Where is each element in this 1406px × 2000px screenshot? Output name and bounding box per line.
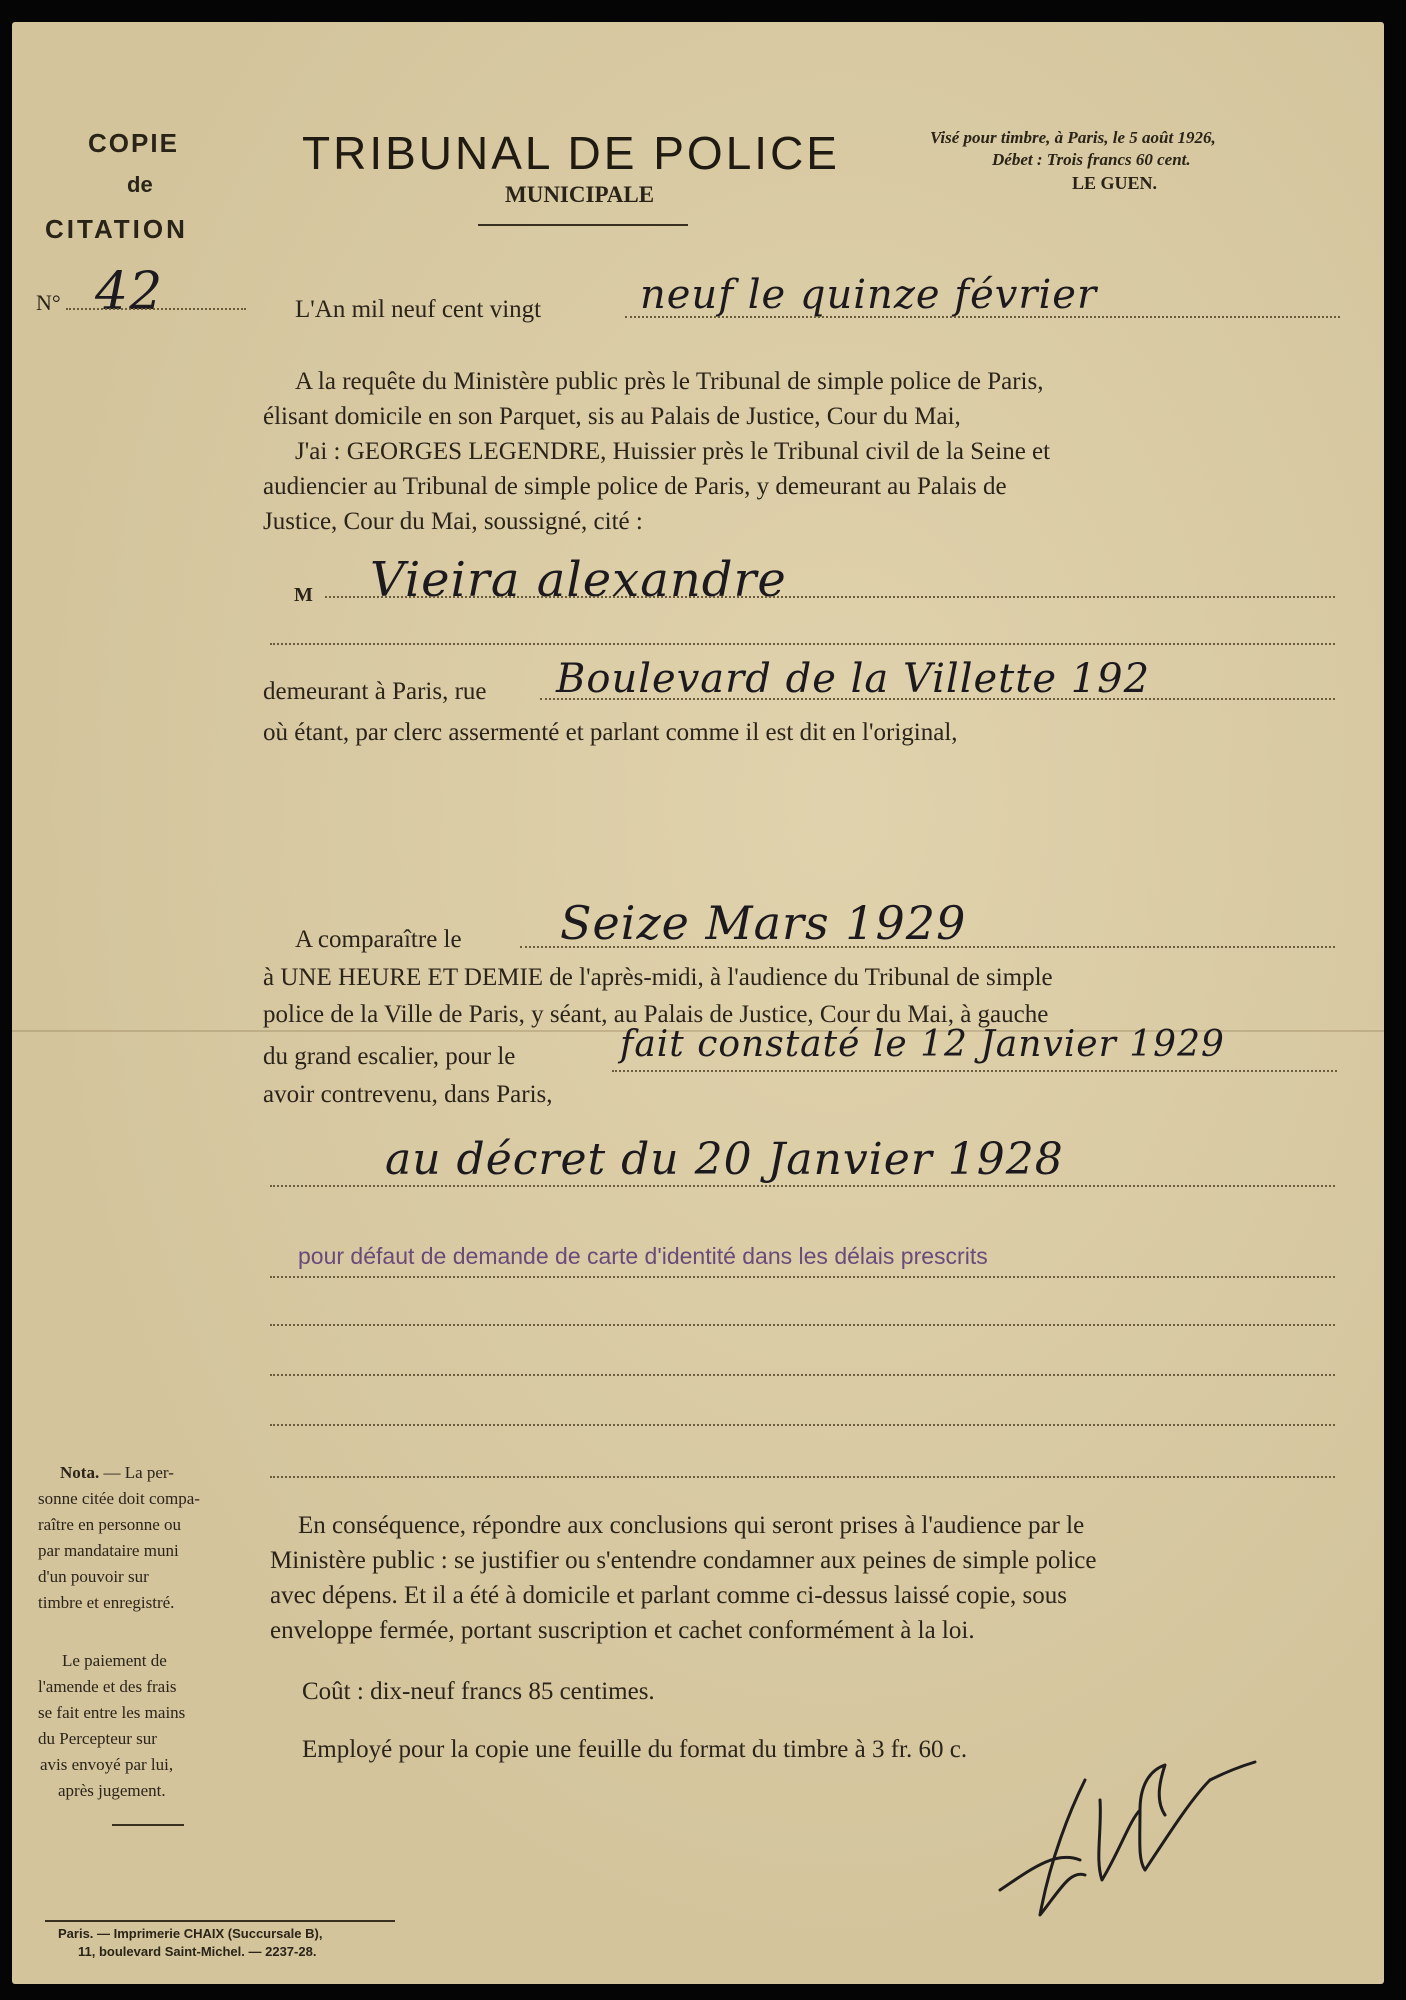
number-underline [66,308,246,310]
payment-line-2: l'amende et des frais [38,1677,177,1696]
hearing-label: A comparaître le [295,926,462,953]
page-subtitle: MUNICIPALE [505,182,655,207]
nota-title: Nota. [60,1463,100,1482]
offense-date: fait constaté le 12 Janvier 1929 [620,1024,1225,1065]
blank-line-3 [270,1424,1335,1426]
huissier-signature [990,1740,1270,1940]
copie-label: COPIE [88,128,179,158]
address-handwritten: Boulevard de la Villette 192 [556,656,1151,702]
page-title: TRIBUNAL DE POLICE [302,127,840,179]
preamble-line-2: élisant domicile en son Parquet, sis au Palais de Justice, Cour du Mai, [263,403,961,430]
person-name: Vieira alexandre [370,552,787,608]
payment-line-6: après jugement. [58,1781,166,1800]
nota-line-1-text: — La per- [99,1463,174,1482]
hearing-line-3: police de la Ville de Paris, y séant, au Palais de Justice, Cour du Mai, à gauche [263,1001,1049,1028]
blank-line-1 [270,1324,1335,1326]
cost-line: Coût : dix-neuf francs 85 centimes. [302,1678,655,1705]
nota-line-1 [60,1460,174,1486]
nota-line-2: sonne citée doit compa- [38,1489,200,1508]
conclusion-line-1: En conséquence, répondre aux conclusions qui seront prises à l'audience par le [298,1512,1085,1539]
employed-line: Employé pour la copie une feuille du format du timbre à 3 fr. 60 c. [302,1736,968,1763]
nota-line-5: d'un pouvoir sur [38,1567,149,1586]
person-line-1 [325,596,1335,598]
payment-line-4: du Percepteur sur [38,1729,157,1748]
printer-rule [45,1920,395,1922]
printer-line-2: 11, boulevard Saint-Michel. — 2237-28. [78,1944,317,1959]
date-line [625,316,1340,318]
citation-number: 42 [95,262,164,322]
visa-line-2: Débet : Trois francs 60 cent. [992,150,1191,169]
conclusion-line-2: Ministère public : se justifier ou s'entendre condamner aux peines de simple police [270,1547,1097,1574]
decree-handwritten: au décret du 20 Janvier 1928 [385,1134,1064,1185]
stamp-line [270,1276,1335,1278]
nota-line-3: raître en personne ou [38,1515,182,1534]
visa-line-1: Visé pour timbre, à Paris, le 5 août 1926, [930,128,1216,147]
payment-line-3: se fait entre les mains [38,1703,186,1722]
person-line-2 [270,643,1335,645]
de-label: de [127,172,153,197]
payment-line-5: avis envoyé par lui, [40,1755,174,1774]
printer-line-1: Paris. — Imprimerie CHAIX (Succursale B), [58,1926,323,1941]
hearing-date-line [520,946,1335,948]
title-rule [478,224,688,226]
blank-line-4 [270,1476,1335,1478]
nota-rule [112,1824,184,1826]
nota-line-6: timbre et enregistré. [38,1593,175,1612]
payment-line-1: Le paiement de [62,1651,167,1670]
hearing-line-5: avoir contrevenu, dans Paris, [263,1081,553,1108]
citation-label: CITATION [45,214,188,244]
number-label: N° [36,290,61,315]
hearing-date: Seize Mars 1929 [560,896,967,950]
date-label: L'An mil neuf cent vingt [295,296,542,323]
address-label: demeurant à Paris, rue [263,678,487,705]
conclusion-line-4: enveloppe fermée, portant suscription et cachet conformément à la loi. [270,1617,975,1644]
decree-line [270,1185,1335,1187]
visa-line-3: LE GUEN. [1072,173,1158,193]
address-line [540,698,1335,700]
nota-line-4: par mandataire muni [38,1541,179,1560]
conclusion-line-3: avec dépens. Et il a été à domicile et parlant comme ci-dessus laissé copie, sous [270,1582,1067,1609]
offense-stamp: pour défaut de demande de carte d'identité dans les délais prescrits [298,1243,988,1269]
address-line-2: où étant, par clerc assermenté et parlant comme il est dit en l'original, [263,719,958,746]
blank-line-2 [270,1374,1335,1376]
person-prefix: M [294,584,313,606]
date-handwritten: neuf le quinze février [640,272,1098,318]
preamble-line-3: J'ai : GEORGES LEGENDRE, Huissier près le Tribunal civil de la Seine et [295,438,1051,465]
preamble-line-5: Justice, Cour du Mai, soussigné, cité : [263,508,643,535]
hearing-line-4-label: du grand escalier, pour le [263,1043,516,1070]
preamble-line-4: audiencier au Tribunal de simple police de Paris, y demeurant au Palais de [263,473,1007,500]
hearing-line-2: à UNE HEURE ET DEMIE de l'après-midi, à l'audience du Tribunal de simple [263,964,1053,991]
offense-date-line [612,1070,1337,1072]
preamble-line-1: A la requête du Ministère public près le Tribunal de simple police de Paris, [295,368,1044,395]
